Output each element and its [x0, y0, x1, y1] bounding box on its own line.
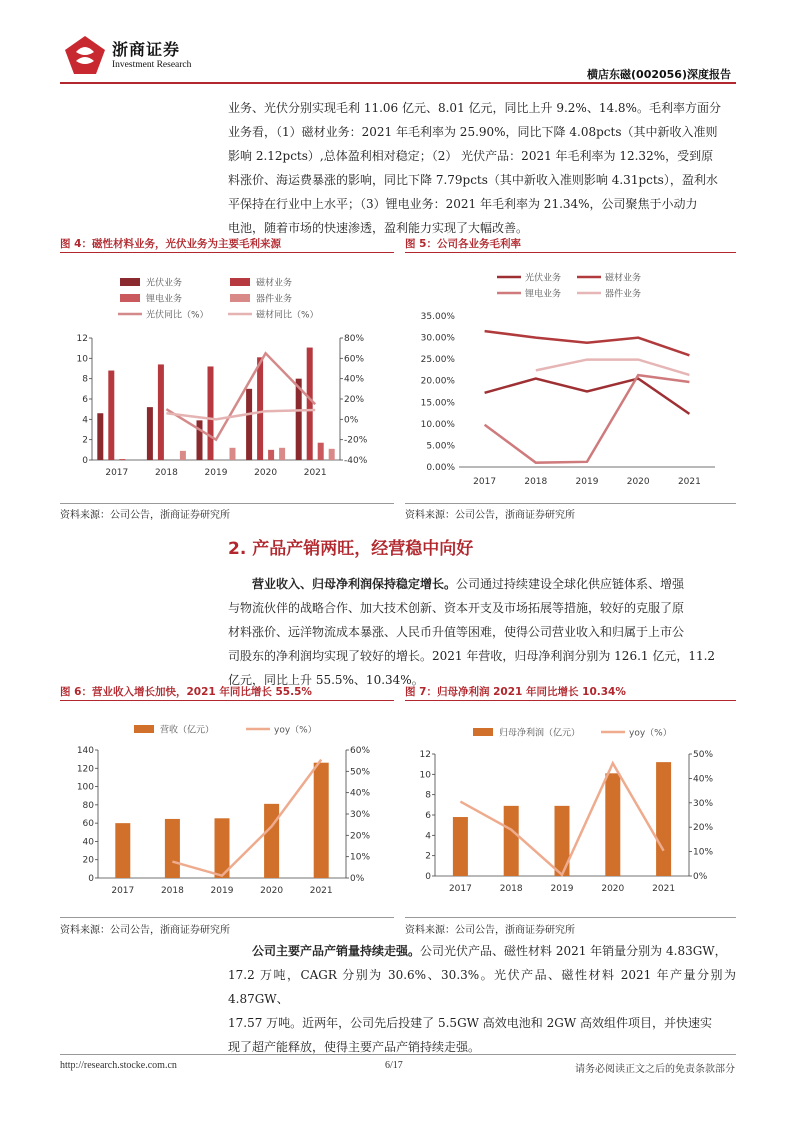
para2-line: 亿元，同比上升 55.5%、10.34%。	[228, 673, 424, 687]
y-tick-label: 60%	[350, 746, 371, 756]
para1-line: 电池，随着市场的快速渗透，盈利能力实现了大幅改善。	[228, 221, 529, 235]
bar-归母净利润（亿元）	[605, 773, 620, 876]
x-tick-label: 2018	[524, 477, 548, 487]
y-tick-label: 0%	[350, 874, 365, 884]
legend-label: 归母净利润（亿元）	[499, 728, 581, 739]
fig6-rule	[60, 700, 394, 701]
legend-label: 光伏业务	[525, 273, 562, 284]
series-line-磁材同比（%）	[166, 410, 315, 419]
y-tick-label: 0.00%	[426, 463, 455, 473]
bar-器件业务	[329, 449, 335, 460]
x-tick-label: 2021	[677, 477, 701, 487]
x-tick-label: 2018	[160, 886, 184, 896]
x-tick-label: 2020	[254, 468, 278, 478]
bar-磁材业务	[257, 357, 263, 460]
x-tick-label: 2017	[448, 884, 472, 894]
fig7-source: 资料来源：公司公告，浙商证券研究所	[405, 925, 575, 936]
bar-锂电业务	[119, 459, 125, 460]
bar-光伏业务	[246, 389, 252, 460]
paragraph-revenue-profit	[228, 572, 736, 692]
legend-label: 器件业务	[256, 294, 293, 305]
legend-label: 锂电业务	[525, 289, 562, 300]
x-tick-label: 2018	[499, 884, 523, 894]
y-tick-label: 15.00%	[420, 398, 455, 409]
para3-line: 现了超产能释放，使得主要产品产销持续走强。	[228, 1040, 481, 1054]
y-tick-label: -20%	[344, 435, 368, 446]
series-line-器件业务	[536, 360, 690, 375]
bar-器件业务	[230, 448, 236, 460]
legend-swatch	[230, 294, 250, 302]
y-tick-label: 10%	[693, 847, 714, 858]
legend-label: 磁材业务	[605, 273, 642, 284]
y-tick-label: 0	[82, 456, 88, 466]
x-tick-label: 2021	[309, 886, 333, 896]
y-tick-label: 4	[425, 831, 431, 842]
fig4-bottom-rule	[60, 503, 394, 504]
para3-line: 17.57 万吨。近两年，公司先后投建了 5.5GW 高效电池和 2GW 高效组件项目，并快速实	[228, 1016, 712, 1030]
x-tick-label: 2019	[575, 477, 599, 487]
fig7-bottom-rule	[405, 917, 736, 918]
fig6-chart	[60, 704, 394, 912]
legend-label: 磁材同比（%）	[256, 310, 319, 321]
para3-line: 17.2 万吨，CAGR 分别为 30.6%、30.3%。光伏产品、磁性材料 2021 年产量分别为 4.87GW、	[228, 968, 736, 1006]
y-tick-label: 20	[82, 855, 94, 866]
y-tick-label: 20%	[344, 395, 365, 405]
y-tick-label: 50%	[350, 767, 371, 778]
fig5-rule	[405, 252, 736, 253]
y-tick-label: 10	[76, 354, 88, 365]
para2-line: 司股东的净利润均实现了较好的增长。2021 年营收，归母净利润分别为 126.1 亿元，11.2	[228, 649, 716, 663]
bar-归母净利润（亿元）	[656, 762, 671, 876]
fig6-source: 资料来源：公司公告，浙商证券研究所	[60, 925, 230, 936]
y-tick-label: 20%	[350, 831, 371, 842]
x-tick-label: 2019	[210, 886, 234, 896]
y-tick-label: 20.00%	[420, 376, 455, 387]
legend-swatch	[473, 728, 493, 736]
para3-first-rest: 公司光伏产品、磁性材料 2021 年销量分别为 4.83GW，	[420, 944, 727, 958]
x-tick-label: 2019	[204, 468, 228, 478]
fig4-rule	[60, 252, 394, 253]
bar-器件业务	[180, 451, 186, 460]
fig4-source: 资料来源：公司公告，浙商证券研究所	[60, 510, 230, 521]
y-tick-label: 0%	[693, 872, 708, 882]
bar-磁材业务	[108, 371, 114, 460]
legend-label: 光伏业务	[146, 278, 183, 289]
y-tick-label: 20%	[693, 823, 714, 834]
x-tick-label: 2019	[550, 884, 574, 894]
fig5-chart	[405, 256, 736, 496]
y-tick-label: 25.00%	[420, 355, 455, 366]
legend-label: 光伏同比（%）	[146, 310, 209, 321]
x-tick-label: 2021	[652, 884, 676, 894]
y-tick-label: 6	[425, 811, 431, 821]
y-tick-label: 140	[76, 746, 94, 756]
y-tick-label: 40%	[350, 788, 371, 799]
y-tick-label: 40%	[344, 374, 365, 385]
legend-swatch	[230, 278, 250, 286]
y-tick-label: 4	[82, 415, 88, 426]
legend-label: 磁材业务	[256, 278, 293, 289]
paragraph-margin-analysis	[228, 96, 736, 240]
bar-锂电业务	[318, 443, 324, 460]
series-line-磁材业务	[485, 331, 690, 355]
y-tick-label: 35.00%	[420, 312, 455, 322]
logo-text-en: Investment Research	[112, 60, 192, 70]
y-tick-label: 80	[82, 800, 94, 811]
bar-营收（亿元）	[115, 823, 130, 878]
legend-swatch	[120, 278, 140, 286]
header-divider	[60, 82, 736, 84]
logo-text-cn: 浙商证券	[112, 40, 181, 59]
bar-器件业务	[279, 448, 285, 460]
y-tick-label: 30%	[693, 798, 714, 809]
x-tick-label: 2017	[105, 468, 129, 478]
series-line-锂电业务	[485, 375, 690, 463]
y-tick-label: 60%	[344, 354, 365, 365]
para1-line: 影响 2.12pcts）,总体盈利相对稳定；（2） 光伏产品：2021 年毛利率为 12.32%，受到原	[228, 149, 714, 163]
y-tick-label: 30.00%	[420, 333, 455, 344]
section-title: 2. 产品产销两旺，经营稳中向好	[228, 539, 474, 559]
y-tick-label: 0	[88, 874, 94, 884]
y-tick-label: 0%	[344, 415, 359, 426]
para2-lead: 营业收入、归母净利润保持稳定增长。	[252, 577, 457, 591]
y-tick-label: 10%	[350, 852, 371, 863]
report-title: 横店东磁(002056)深度报告	[587, 68, 731, 81]
legend-swatch	[120, 294, 140, 302]
bar-归母净利润（亿元）	[453, 817, 468, 876]
y-tick-label: 2	[425, 851, 431, 862]
fig4-chart	[60, 256, 394, 496]
bar-锂电业务	[268, 450, 274, 460]
x-tick-label: 2021	[303, 468, 327, 478]
fig4-title: 图 4：磁性材料业务，光伏业务为主要毛利来源	[60, 238, 281, 250]
y-tick-label: 100	[76, 782, 94, 793]
y-tick-label: 8	[425, 790, 431, 801]
y-tick-label: 10.00%	[420, 419, 455, 430]
fig7-title: 图 7：归母净利润 2021 年同比增长 10.34%	[405, 686, 626, 698]
y-tick-label: 8	[82, 374, 88, 385]
legend-label: yoy（%）	[274, 725, 317, 736]
fig7-rule	[405, 700, 736, 701]
y-tick-label: 5.00%	[426, 441, 455, 452]
y-tick-label: 30%	[350, 810, 371, 820]
bar-磁材业务	[307, 348, 313, 460]
fig6-bottom-rule	[60, 917, 394, 918]
fig5-title: 图 5：公司各业务毛利率	[405, 238, 521, 250]
series-line-yoy（%）	[172, 760, 321, 876]
x-tick-label: 2017	[111, 886, 135, 896]
x-tick-label: 2020	[626, 477, 650, 487]
para2-first-line	[228, 572, 736, 596]
y-tick-label: -40%	[344, 456, 368, 466]
y-tick-label: 50%	[693, 750, 714, 760]
bar-光伏业务	[97, 413, 103, 460]
y-tick-label: 120	[76, 764, 94, 775]
bar-营收（亿元）	[165, 819, 180, 878]
bar-光伏业务	[147, 407, 153, 460]
bar-光伏业务	[197, 420, 203, 460]
legend-label: 锂电业务	[146, 294, 183, 305]
y-tick-label: 2	[82, 435, 88, 446]
footer-disclaimer: 请务必阅读正文之后的免责条款部分	[575, 1064, 735, 1075]
x-tick-label: 2020	[601, 884, 625, 894]
legend-label: 器件业务	[605, 289, 642, 300]
y-tick-label: 12	[76, 334, 88, 344]
para1-line: 业务、光伏分别实现毛利 11.06 亿元、8.01 亿元，同比上升 9.2%、14.8%。毛利率方面分	[228, 101, 721, 115]
fig7-chart	[405, 704, 736, 912]
para3-first-line	[228, 939, 736, 963]
y-tick-label: 0	[425, 872, 431, 882]
page-number: 6/17	[385, 1060, 403, 1071]
series-line-光伏业务	[485, 379, 690, 414]
para2-line: 材料涨价、远洋物流成本暴涨、人民币升值等困难，使得公司营业收入和归属于上市公	[228, 625, 685, 639]
bar-营收（亿元）	[314, 763, 329, 878]
footer-divider	[60, 1054, 736, 1055]
series-line-光伏同比（%）	[166, 353, 315, 439]
para1-line: 料涨价、海运费暴涨的影响，同比下降 7.79pcts（其中新收入准则影响 4.31pcts），盈利水	[228, 173, 718, 187]
para2-first-rest: 公司通过持续建设全球化供应链体系、增强	[456, 577, 685, 591]
y-tick-label: 80%	[344, 334, 365, 344]
logo-emblem-icon	[62, 34, 108, 76]
footer-url[interactable]: http://research.stocke.com.cn	[60, 1060, 177, 1071]
legend-label: yoy（%）	[629, 728, 672, 739]
y-tick-label: 40%	[693, 774, 714, 785]
legend-label: 营收（亿元）	[160, 725, 215, 736]
bar-磁材业务	[158, 364, 164, 460]
bar-营收（亿元）	[264, 804, 279, 878]
x-tick-label: 2017	[473, 477, 497, 487]
bar-归母净利润（亿元）	[504, 806, 519, 876]
para2-line: 与物流伙伴的战略合作、加大技术创新、资本开支及市场拓展等措施，较好的克服了原	[228, 601, 685, 615]
legend-swatch	[134, 725, 154, 733]
x-tick-label: 2020	[260, 886, 284, 896]
fig6-title: 图 6：营业收入增长加快，2021 年同比增长 55.5%	[60, 686, 312, 698]
y-tick-label: 60	[82, 819, 94, 830]
y-tick-label: 12	[419, 750, 431, 760]
x-tick-label: 2018	[154, 468, 178, 478]
y-tick-label: 10	[419, 770, 431, 781]
y-tick-label: 6	[82, 395, 88, 405]
y-tick-label: 40	[82, 837, 94, 848]
para1-line: 业务看，（1）磁材业务：2021 年毛利率为 25.90%，同比下降 4.08pcts（其中新收入准则	[228, 125, 718, 139]
para1-line: 平保持在行业中上水平；（3）锂电业务：2021 年毛利率为 21.34%，公司聚焦于小动力	[228, 197, 698, 211]
bar-磁材业务	[208, 366, 214, 460]
fig5-source: 资料来源：公司公告，浙商证券研究所	[405, 510, 575, 521]
fig5-bottom-rule	[405, 503, 736, 504]
paragraph-production-sales	[228, 939, 736, 1059]
para3-lead: 公司主要产品产销量持续走强。	[252, 944, 421, 958]
